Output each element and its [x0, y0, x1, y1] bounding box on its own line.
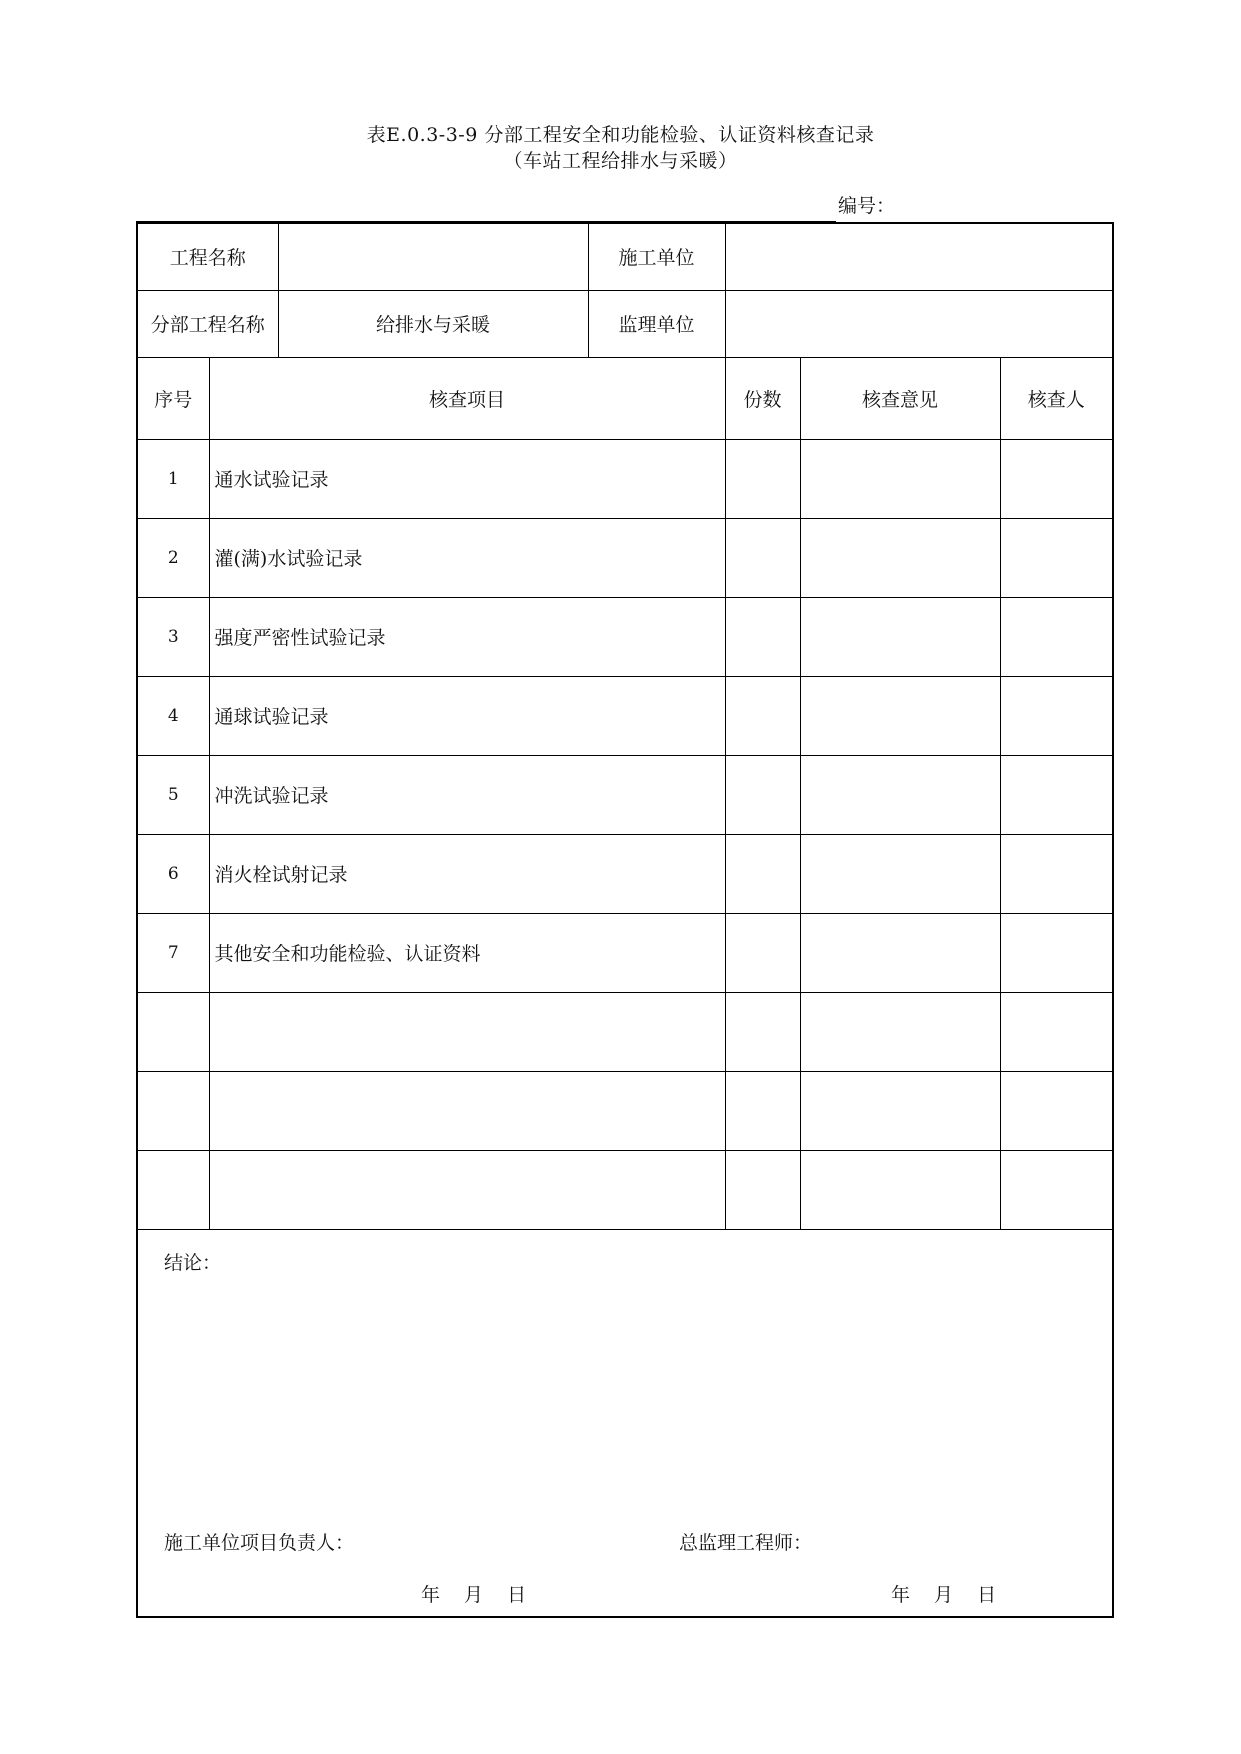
row-opinion-field[interactable]	[800, 676, 1000, 755]
row-checker-field[interactable]	[1000, 676, 1113, 755]
row-opinion-field[interactable]	[800, 992, 1000, 1071]
row-seq: 3	[137, 597, 209, 676]
row-item: 灌(满)水试验记录	[209, 518, 725, 597]
col-header-item: 核查项目	[209, 357, 725, 439]
row-copies-field[interactable]	[725, 597, 800, 676]
row-item: 其他安全和功能检验、认证资料	[209, 913, 725, 992]
number-label: 编号：	[838, 195, 896, 217]
row-item: 通水试验记录	[209, 439, 725, 518]
row-item-field[interactable]	[209, 1071, 725, 1150]
table-row	[137, 913, 1113, 992]
row-checker-field[interactable]	[1000, 1150, 1113, 1229]
table-row	[137, 439, 1113, 518]
col-header-opinion: 核查意见	[800, 357, 1000, 439]
subproject-name-label: 分部工程名称	[137, 290, 278, 357]
construction-date: 年 月 日	[421, 1583, 527, 1606]
table-row	[137, 597, 1113, 676]
table-row	[137, 518, 1113, 597]
project-name-field[interactable]	[278, 223, 588, 290]
row-seq	[137, 1150, 209, 1229]
col-header-seq: 序号	[137, 357, 209, 439]
supervision-unit-field[interactable]	[725, 290, 1113, 357]
row-seq: 4	[137, 676, 209, 755]
project-name-label: 工程名称	[137, 223, 278, 290]
row-checker-field[interactable]	[1000, 913, 1113, 992]
row-seq	[137, 1071, 209, 1150]
row-copies-field[interactable]	[725, 992, 800, 1071]
row-seq: 2	[137, 518, 209, 597]
row-checker-field[interactable]	[1000, 439, 1113, 518]
col-header-copies: 份数	[725, 357, 800, 439]
table-row	[137, 755, 1113, 834]
row-opinion-field[interactable]	[800, 439, 1000, 518]
row-opinion-field[interactable]	[800, 518, 1000, 597]
row-opinion-field[interactable]	[800, 755, 1000, 834]
row-seq	[137, 992, 209, 1071]
row-item: 消火栓试射记录	[209, 834, 725, 913]
header-row-project	[137, 223, 1113, 290]
row-checker-field[interactable]	[1000, 1071, 1113, 1150]
conclusion-label: 结论：	[164, 1251, 222, 1274]
conclusion-field[interactable]	[137, 1229, 1113, 1617]
header-row-subproject	[137, 290, 1113, 357]
row-seq: 7	[137, 913, 209, 992]
table-row	[137, 1150, 1113, 1229]
row-seq: 6	[137, 834, 209, 913]
supervision-unit-label: 监理单位	[588, 290, 725, 357]
row-seq: 5	[137, 755, 209, 834]
row-seq: 1	[137, 439, 209, 518]
row-item: 通球试验记录	[209, 676, 725, 755]
form-subtitle: （车站工程给排水与采暖）	[503, 150, 738, 172]
construction-unit-label: 施工单位	[588, 223, 725, 290]
construction-manager-label: 施工单位项目负责人：	[164, 1531, 355, 1554]
row-opinion-field[interactable]	[800, 913, 1000, 992]
table-row	[137, 992, 1113, 1071]
supervisor-date: 年 月 日	[891, 1583, 997, 1606]
row-opinion-field[interactable]	[800, 1150, 1000, 1229]
column-header-row	[137, 357, 1113, 439]
row-checker-field[interactable]	[1000, 518, 1113, 597]
row-copies-field[interactable]	[725, 834, 800, 913]
form-title: 表E.0.3-3-9 分部工程安全和功能检验、认证资料核查记录	[366, 124, 875, 146]
row-copies-field[interactable]	[725, 676, 800, 755]
construction-unit-field[interactable]	[725, 223, 1113, 290]
row-copies-field[interactable]	[725, 755, 800, 834]
row-copies-field[interactable]	[725, 439, 800, 518]
row-copies-field[interactable]	[725, 1150, 800, 1229]
row-checker-field[interactable]	[1000, 755, 1113, 834]
chief-supervisor-label: 总监理工程师：	[679, 1531, 813, 1554]
table-row	[137, 834, 1113, 913]
row-item: 冲洗试验记录	[209, 755, 725, 834]
row-opinion-field[interactable]	[800, 597, 1000, 676]
inspection-form-table	[136, 222, 1114, 1618]
table-row	[137, 1071, 1113, 1150]
col-header-checker: 核查人	[1000, 357, 1113, 439]
row-copies-field[interactable]	[725, 913, 800, 992]
row-checker-field[interactable]	[1000, 992, 1113, 1071]
row-copies-field[interactable]	[725, 1071, 800, 1150]
subproject-name-field[interactable]: 给排水与采暖	[278, 290, 588, 357]
row-item-field[interactable]	[209, 992, 725, 1071]
row-opinion-field[interactable]	[800, 1071, 1000, 1150]
conclusion-row	[137, 1229, 1113, 1617]
table-row	[137, 676, 1113, 755]
row-checker-field[interactable]	[1000, 834, 1113, 913]
row-copies-field[interactable]	[725, 518, 800, 597]
row-item: 强度严密性试验记录	[209, 597, 725, 676]
row-checker-field[interactable]	[1000, 597, 1113, 676]
row-item-field[interactable]	[209, 1150, 725, 1229]
row-opinion-field[interactable]	[800, 834, 1000, 913]
